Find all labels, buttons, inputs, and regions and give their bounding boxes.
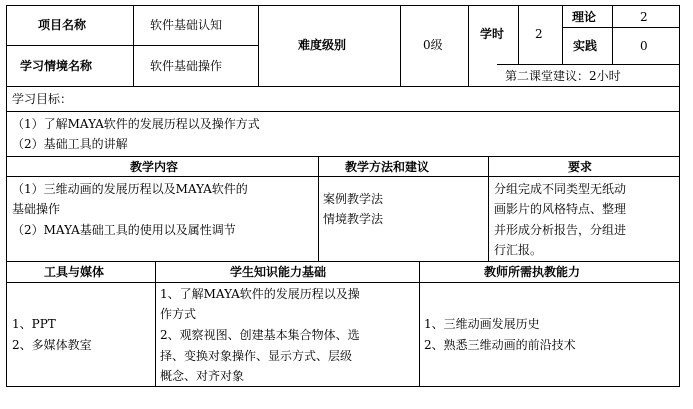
border-teaching-c1 bbox=[318, 156, 319, 261]
situation-name-value: 软件基础操作 bbox=[150, 59, 223, 73]
requirement-line: 行汇报。 bbox=[494, 243, 543, 257]
border-resources-header-bottom bbox=[6, 282, 680, 283]
difficulty-label: 难度级别 bbox=[298, 38, 347, 52]
goal-item: （2）基础工具的讲解 bbox=[12, 137, 128, 151]
teaching-content-line: （2）MAYA基础工具的使用以及属性调节 bbox=[12, 223, 236, 237]
requirement-header: 要求 bbox=[568, 160, 593, 174]
practice-value: 0 bbox=[640, 39, 648, 53]
project-name-value: 软件基础认知 bbox=[150, 18, 223, 32]
student-ability-line: 1、了解MAYA软件的发展历程以及操 bbox=[160, 287, 360, 301]
tools-line: 2、多媒体教室 bbox=[12, 338, 92, 352]
theory-value: 2 bbox=[640, 10, 648, 24]
teacher-ability-header: 教师所需执教能力 bbox=[484, 265, 581, 279]
border-header-c3 bbox=[400, 5, 401, 86]
border-resources-c2 bbox=[419, 261, 420, 386]
tools-media-header: 工具与媒体 bbox=[44, 265, 105, 279]
border-header-c1 bbox=[133, 5, 134, 86]
hours-value: 2 bbox=[535, 27, 543, 41]
tools-line: 1、PPT bbox=[12, 317, 56, 331]
project-name-label: 项目名称 bbox=[38, 18, 87, 32]
teaching-method-header: 教学方法和建议 bbox=[345, 160, 430, 174]
hours-label: 学时 bbox=[480, 27, 505, 41]
student-ability-line: 概念、对齐对象 bbox=[160, 369, 245, 383]
border-header-c6 bbox=[562, 5, 563, 64]
border-second-class-top bbox=[497, 64, 680, 65]
border-teaching-c2 bbox=[488, 156, 489, 261]
second-class-suggestion: 第二课堂建议：2小时 bbox=[505, 69, 621, 83]
teaching-content-line: 基础操作 bbox=[12, 202, 61, 216]
border-left bbox=[6, 5, 7, 387]
requirement-line: 并形成分析报告，分组进 bbox=[494, 223, 627, 237]
teaching-method-line: 案例教学法 bbox=[323, 192, 384, 206]
border-bottom bbox=[6, 386, 680, 387]
border-row1-left bbox=[6, 45, 258, 46]
theory-label: 理论 bbox=[572, 10, 597, 24]
requirement-line: 画影片的风格特点、整理 bbox=[494, 202, 627, 216]
border-header-bottom bbox=[6, 86, 680, 87]
border-right bbox=[679, 5, 680, 387]
border-goals-bottom bbox=[6, 156, 680, 157]
border-top bbox=[6, 5, 680, 6]
goal-item: （1）了解MAYA软件的发展历程以及操作方式 bbox=[12, 117, 260, 131]
border-header-c4 bbox=[468, 5, 469, 86]
border-header-c2 bbox=[258, 5, 259, 86]
teacher-ability-line: 1、三维动画发展历史 bbox=[424, 317, 540, 331]
student-ability-line: 2、观察视图、创建基本集合物体、选 bbox=[160, 328, 360, 342]
student-ability-line: 择、变换对象操作、显示方式、层级 bbox=[160, 349, 353, 363]
teaching-method-line: 情境教学法 bbox=[323, 212, 384, 226]
difficulty-value: 0级 bbox=[423, 38, 443, 52]
border-goals-label-bottom bbox=[6, 111, 680, 112]
border-resources-c1 bbox=[155, 261, 156, 386]
border-teaching-bottom bbox=[6, 261, 680, 262]
border-header-c5 bbox=[518, 5, 519, 64]
teaching-content-header: 教学内容 bbox=[130, 160, 179, 174]
border-theory-practice bbox=[562, 27, 680, 28]
student-ability-line: 作方式 bbox=[160, 307, 197, 321]
border-teaching-header-bottom bbox=[6, 176, 680, 177]
goals-label: 学习目标： bbox=[12, 92, 73, 106]
student-ability-header: 学生知识能力基础 bbox=[230, 265, 327, 279]
requirement-line: 分组完成不同类型无纸动 bbox=[494, 182, 627, 196]
border-header-c7 bbox=[612, 5, 613, 64]
teacher-ability-line: 2、熟悉三维动画的前沿技术 bbox=[424, 338, 576, 352]
teaching-content-line: （1）三维动画的发展历程以及MAYA软件的 bbox=[12, 182, 248, 196]
practice-label: 实践 bbox=[573, 39, 598, 53]
situation-name-label: 学习情境名称 bbox=[20, 59, 93, 73]
